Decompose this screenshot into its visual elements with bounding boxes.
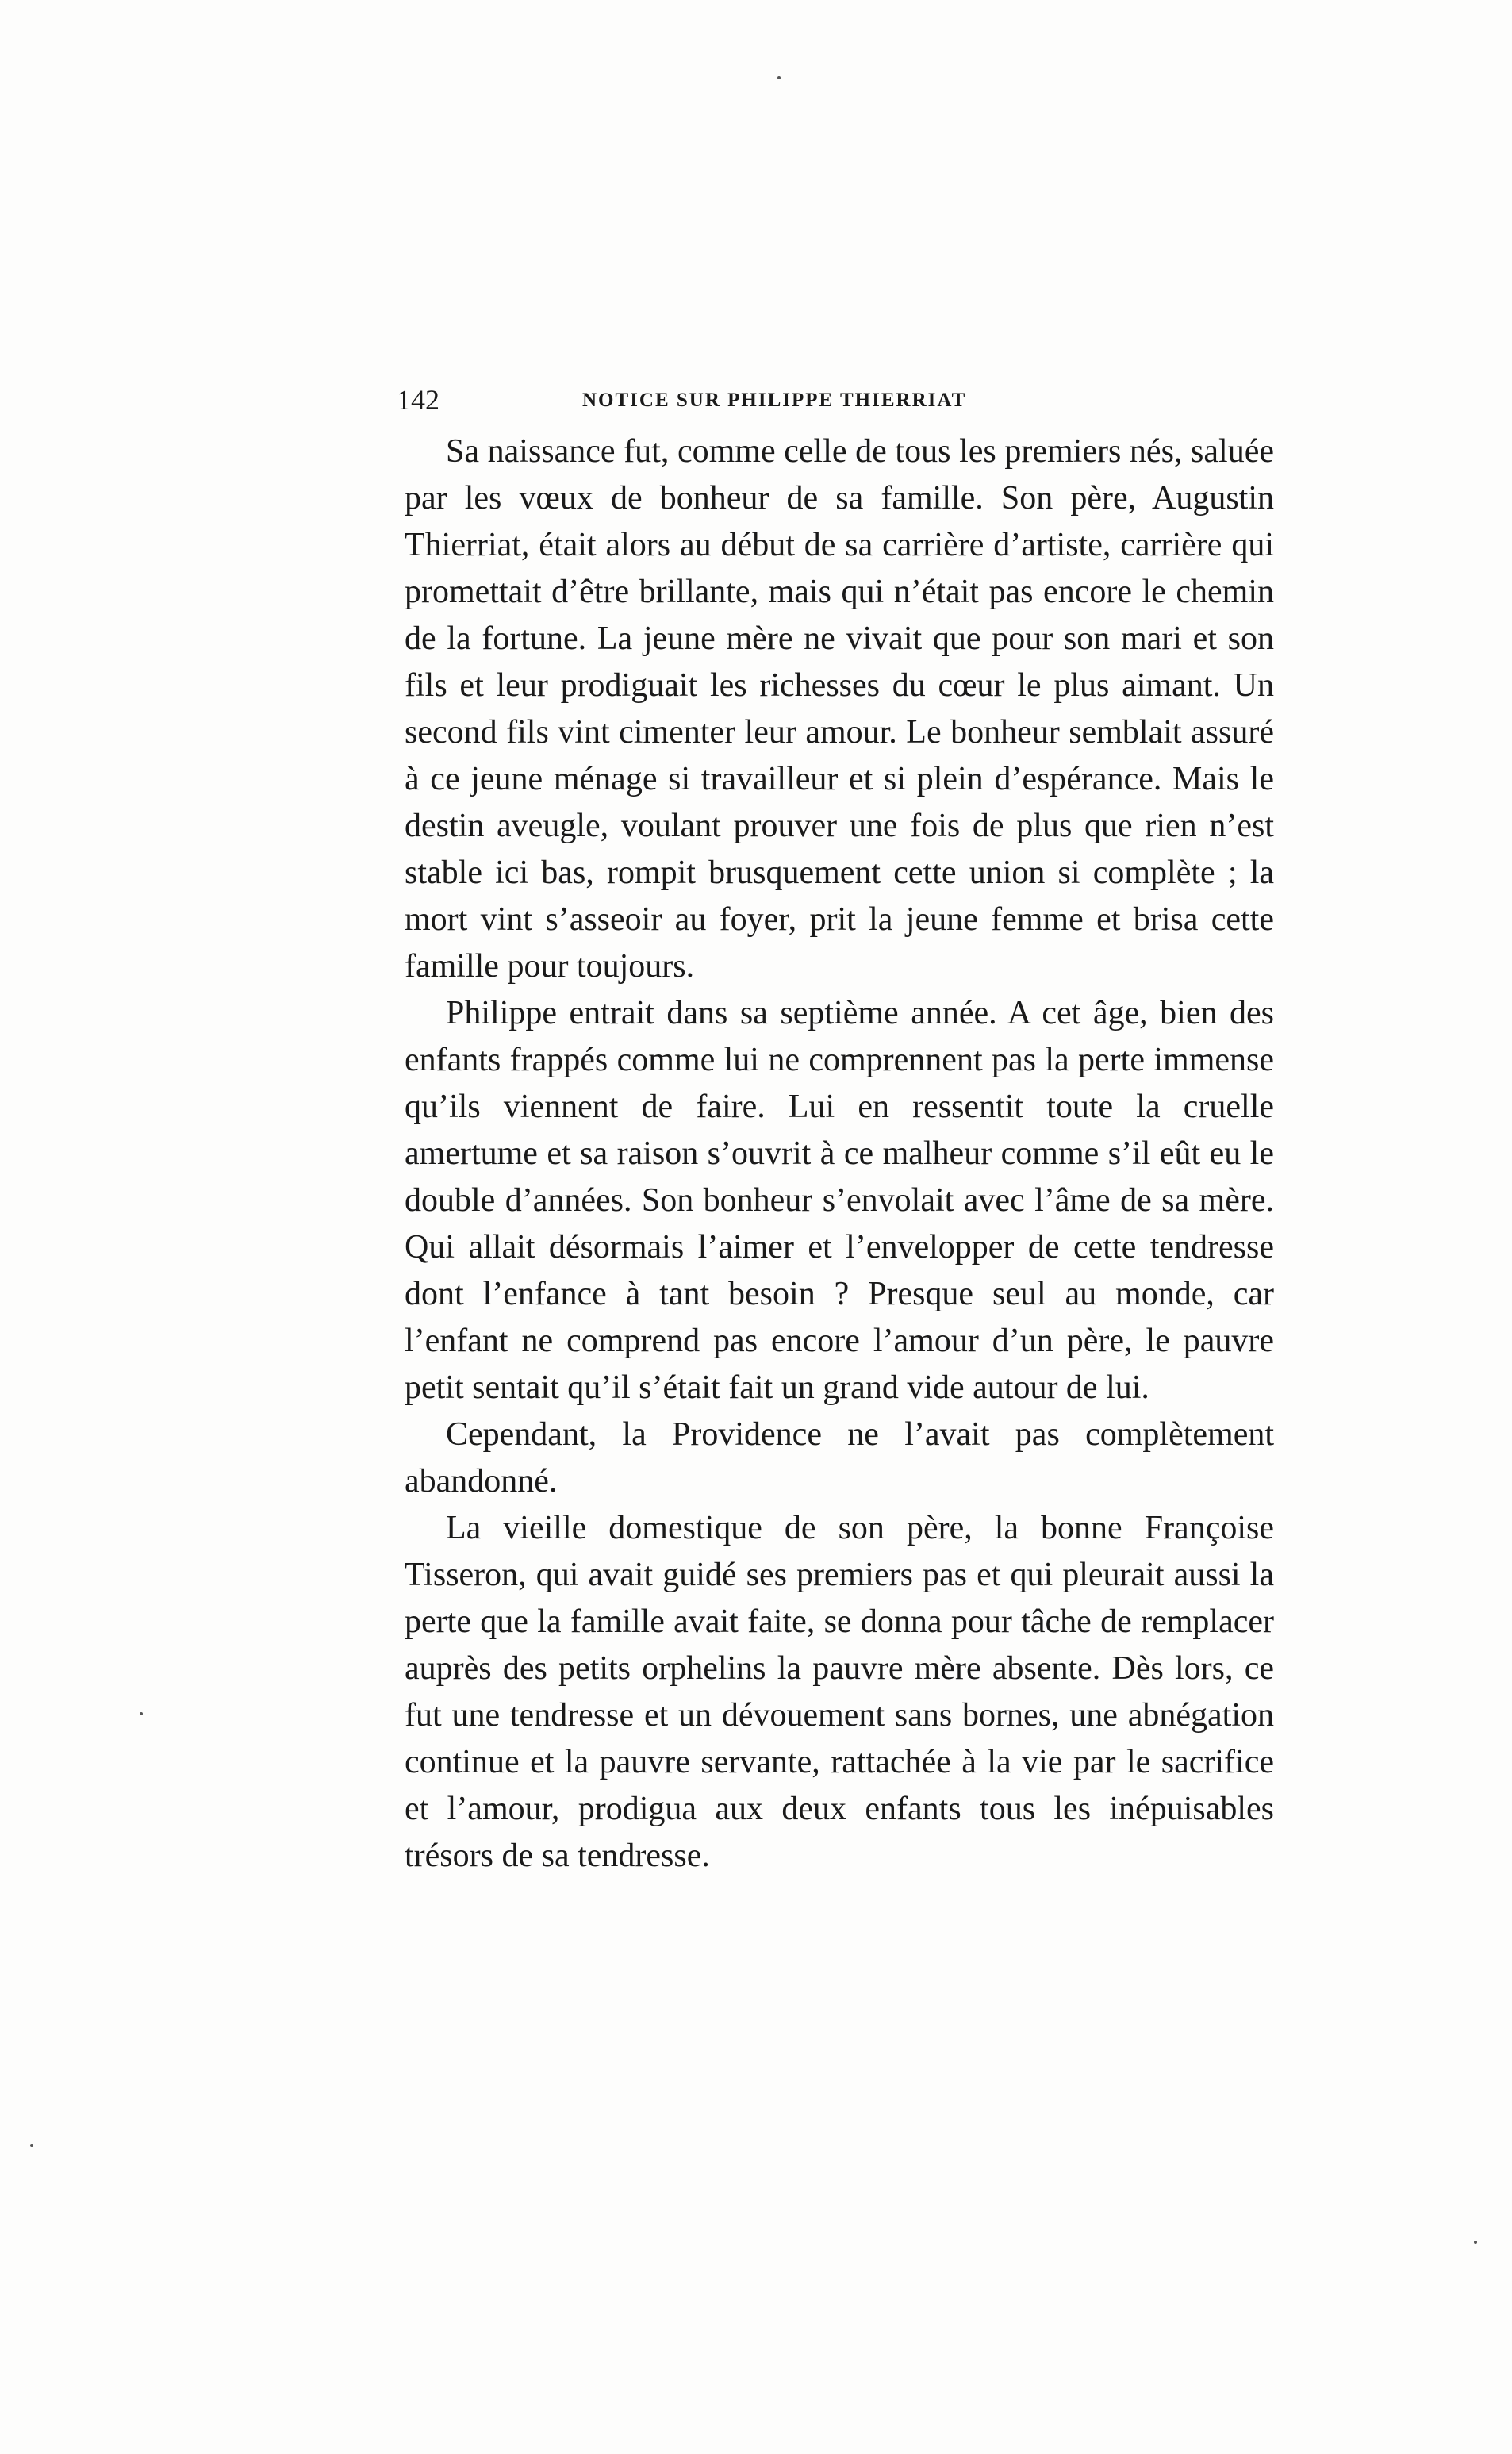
paragraph-3: Cependant, la Providence ne l’avait pas complètement abandonné. bbox=[405, 1416, 1274, 1500]
body-text bbox=[405, 428, 1274, 1880]
running-head bbox=[397, 382, 1269, 417]
paragraph-2: Philippe entrait dans sa septième année. A cet âge, bien des enfants frappés comme lui ne comprennent pas la perte immense qu’ils viennent de faire. Lui en ressentit toute la cruelle amertume et sa raison s’ouvrit à ce malheur comme s’il eût eu le double d’années. Son bonheur s’envolait avec l’âme de sa mère. Qui allait désormais l’aimer et l’envelopper de cette tendresse dont l’enfance à tant besoin ? Presque seul au monde, car l’enfant ne comprend pas encore l’amour d’un père, le pauvre petit sentait qu’il s’était fait un grand vide autour de lui. bbox=[405, 995, 1274, 1406]
paragraph-1: Sa naissance fut, comme celle de tous les premiers nés, saluée par les vœux de bonheur de sa famille. Son père, Augustin Thierriat, était alors au début de sa carrière d’artiste, carrière qui promettait d’être brillante, mais qui n’était pas encore le chemin de la fortune. La jeune mère ne vivait que pour son mari et son fils et leur prodiguait les richesses du cœur le plus aimant. Un second fils vint cimenter leur amour. Le bonheur semblait assuré à ce jeune ménage si travailleur et si plein d’espérance. Mais le destin aveugle, voulant prouver une fois de plus que rien n’est stable ici bas, rompit brusquement cette union si complète ; la mort vint s’asseoir au foyer, prit la jeune femme et brisa cette famille pour toujours. bbox=[405, 433, 1274, 985]
print-speck bbox=[30, 2144, 33, 2147]
running-title: NOTICE SUR PHILIPPE THIERRIAT bbox=[582, 390, 967, 411]
page-number: 142 bbox=[397, 384, 439, 416]
paragraph-4: La vieille domestique de son père, la bonne Françoise Tisseron, qui avait guidé ses premiers pas et qui pleurait aussi la perte que la famille avait faite, se donna pour tâche de remplacer auprès des petits orphelins la pauvre mère absente. Dès lors, ce fut une tendresse et un dévouement sans bornes, une abnégation continue et la pauvre servante, rattachée à la vie par le sacrifice et l’amour, prodigua aux deux enfants tous les inépuisables trésors de sa tendresse. bbox=[405, 1510, 1274, 1874]
print-speck bbox=[1474, 2241, 1477, 2244]
print-speck bbox=[777, 76, 781, 79]
print-speck bbox=[140, 1712, 143, 1715]
